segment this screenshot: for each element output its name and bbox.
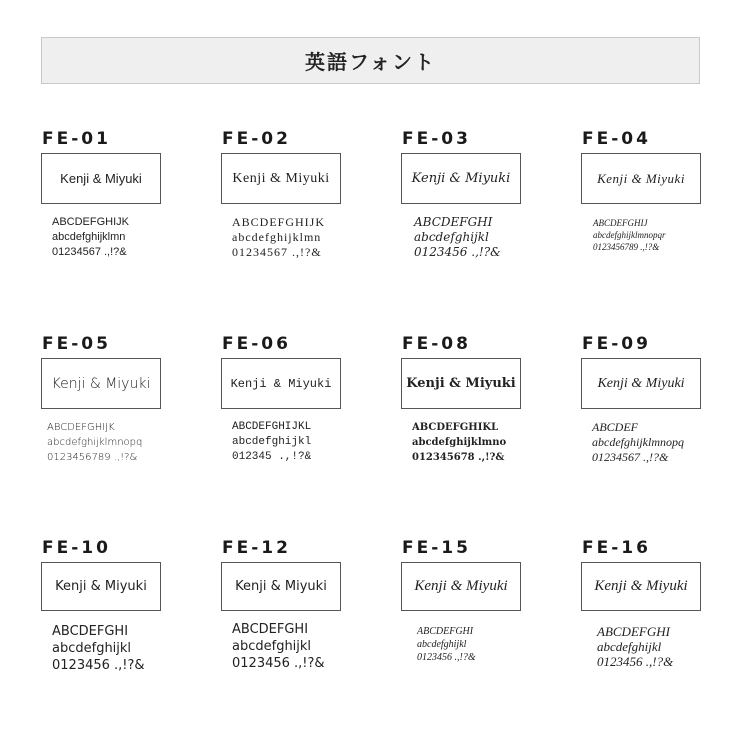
font-card-fe-09[interactable] bbox=[581, 333, 741, 465]
section-header bbox=[41, 37, 700, 84]
font-card-fe-06[interactable] bbox=[221, 333, 381, 465]
specimen-digits: 0123456 .,!?& bbox=[414, 245, 501, 259]
font-code: FE-08 bbox=[402, 334, 471, 354]
specimen-uppercase: ABCDEFGHIJ bbox=[593, 218, 648, 228]
specimen-digits: 0123456 .,!?& bbox=[417, 652, 476, 663]
font-preview-box: Kenji & Miyuki bbox=[401, 562, 521, 611]
font-preview-box: Kenji & Miyuki bbox=[581, 153, 701, 204]
font-specimen bbox=[412, 420, 561, 465]
specimen-lowercase: abcdefghijklmnopq bbox=[592, 435, 684, 449]
specimen-digits: 01234567 .,!?& bbox=[232, 245, 322, 259]
specimen-lowercase: abcdefghijklmnopqr bbox=[593, 230, 666, 240]
specimen-digits: 0123456 .,!?& bbox=[597, 654, 674, 669]
font-card-fe-10[interactable] bbox=[41, 537, 201, 674]
specimen-uppercase: ABCDEFGHIJKL bbox=[232, 421, 312, 433]
font-specimen bbox=[592, 420, 741, 465]
font-code: FE-10 bbox=[42, 538, 111, 558]
font-specimen bbox=[597, 624, 741, 669]
font-preview-box: Kenji & Miyuki bbox=[581, 562, 701, 611]
font-preview-box: Kenji & Miyuki bbox=[41, 153, 161, 204]
font-code: FE-16 bbox=[582, 538, 651, 558]
specimen-uppercase: ABCDEFGHI bbox=[417, 626, 474, 637]
specimen-uppercase: ABCDEFGHIKL bbox=[412, 422, 499, 433]
font-code: FE-02 bbox=[222, 129, 291, 149]
font-code: FE-06 bbox=[222, 334, 291, 354]
specimen-uppercase: ABCDEF bbox=[592, 420, 638, 434]
specimen-digits: 0123456 .,!?& bbox=[232, 656, 325, 671]
font-card-fe-04[interactable] bbox=[581, 128, 741, 253]
font-card-fe-01[interactable] bbox=[41, 128, 201, 260]
font-preview-box: Kenji & Miyuki bbox=[581, 358, 701, 409]
font-card-fe-12[interactable] bbox=[221, 537, 381, 672]
font-card-fe-02[interactable] bbox=[221, 128, 381, 260]
specimen-uppercase: ABCDEFGHI bbox=[597, 624, 670, 639]
specimen-lowercase: abcdefghijkl bbox=[232, 436, 312, 448]
specimen-lowercase: abcdefghijkl bbox=[417, 639, 467, 650]
specimen-digits: 0123456 .,!?& bbox=[52, 658, 145, 673]
section-title: 英語フォント bbox=[305, 50, 436, 74]
font-specimen bbox=[52, 215, 201, 260]
font-specimen bbox=[52, 623, 201, 674]
font-preview-box: Kenji & Miyuki bbox=[221, 562, 341, 611]
specimen-lowercase: abcdefghijklmno bbox=[412, 437, 507, 448]
specimen-lowercase: abcdefghijkl bbox=[232, 639, 312, 654]
font-preview-box: Kenji & Miyuki bbox=[401, 153, 521, 204]
specimen-digits: 01234567 .,!?& bbox=[52, 246, 127, 258]
specimen-digits: 012345 .,!?& bbox=[232, 451, 312, 463]
specimen-lowercase: abcdefghijkl bbox=[597, 639, 662, 654]
specimen-digits: 01234567 .,!?& bbox=[592, 450, 669, 464]
font-card-fe-16[interactable] bbox=[581, 537, 741, 669]
specimen-digits: 0123456789 .,!?& bbox=[593, 242, 660, 252]
font-specimen bbox=[47, 420, 201, 465]
specimen-digits: 012345678 .,!?& bbox=[412, 452, 505, 463]
font-code: FE-03 bbox=[402, 129, 471, 149]
font-preview-box: Kenji & Miyuki bbox=[221, 358, 341, 409]
font-code: FE-05 bbox=[42, 334, 111, 354]
font-specimen bbox=[417, 625, 561, 664]
font-card-fe-05[interactable] bbox=[41, 333, 201, 465]
font-code: FE-15 bbox=[402, 538, 471, 558]
font-specimen bbox=[232, 215, 381, 260]
font-card-fe-15[interactable] bbox=[401, 537, 561, 664]
font-specimen bbox=[593, 217, 741, 253]
specimen-lowercase: abcdefghijklmnopq bbox=[47, 437, 143, 448]
specimen-digits: 0123456789 .,!?& bbox=[47, 452, 138, 463]
specimen-uppercase: ABCDEFGHIJK bbox=[47, 422, 115, 433]
font-code: FE-09 bbox=[582, 334, 651, 354]
font-specimen bbox=[232, 420, 381, 465]
specimen-uppercase: ABCDEFGHI bbox=[52, 624, 129, 639]
font-code: FE-04 bbox=[582, 129, 651, 149]
font-preview-box: Kenji & Miyuki bbox=[221, 153, 341, 204]
specimen-lowercase: abcdefghijkl bbox=[52, 641, 132, 656]
specimen-uppercase: ABCDEFGHIJK bbox=[52, 216, 130, 228]
specimen-lowercase: abcdefghijklmn bbox=[232, 230, 322, 244]
font-preview-box: Kenji & Miyuki bbox=[41, 358, 161, 409]
specimen-uppercase: ABCDEFGHI bbox=[414, 215, 493, 229]
specimen-lowercase: abcdefghijkl bbox=[414, 230, 489, 244]
font-specimen bbox=[414, 215, 561, 260]
specimen-uppercase: ABCDEFGHI bbox=[232, 622, 309, 637]
specimen-uppercase: ABCDEFGHIJK bbox=[232, 215, 326, 229]
specimen-lowercase: abcdefghijklmn bbox=[52, 231, 126, 243]
font-card-fe-03[interactable] bbox=[401, 128, 561, 260]
font-preview-box: Kenji & Miyuki bbox=[41, 562, 161, 611]
font-card-fe-08[interactable] bbox=[401, 333, 561, 465]
font-preview-box: Kenji & Miyuki bbox=[401, 358, 521, 409]
font-code: FE-01 bbox=[42, 129, 111, 149]
font-code: FE-12 bbox=[222, 538, 291, 558]
font-specimen bbox=[232, 621, 381, 672]
